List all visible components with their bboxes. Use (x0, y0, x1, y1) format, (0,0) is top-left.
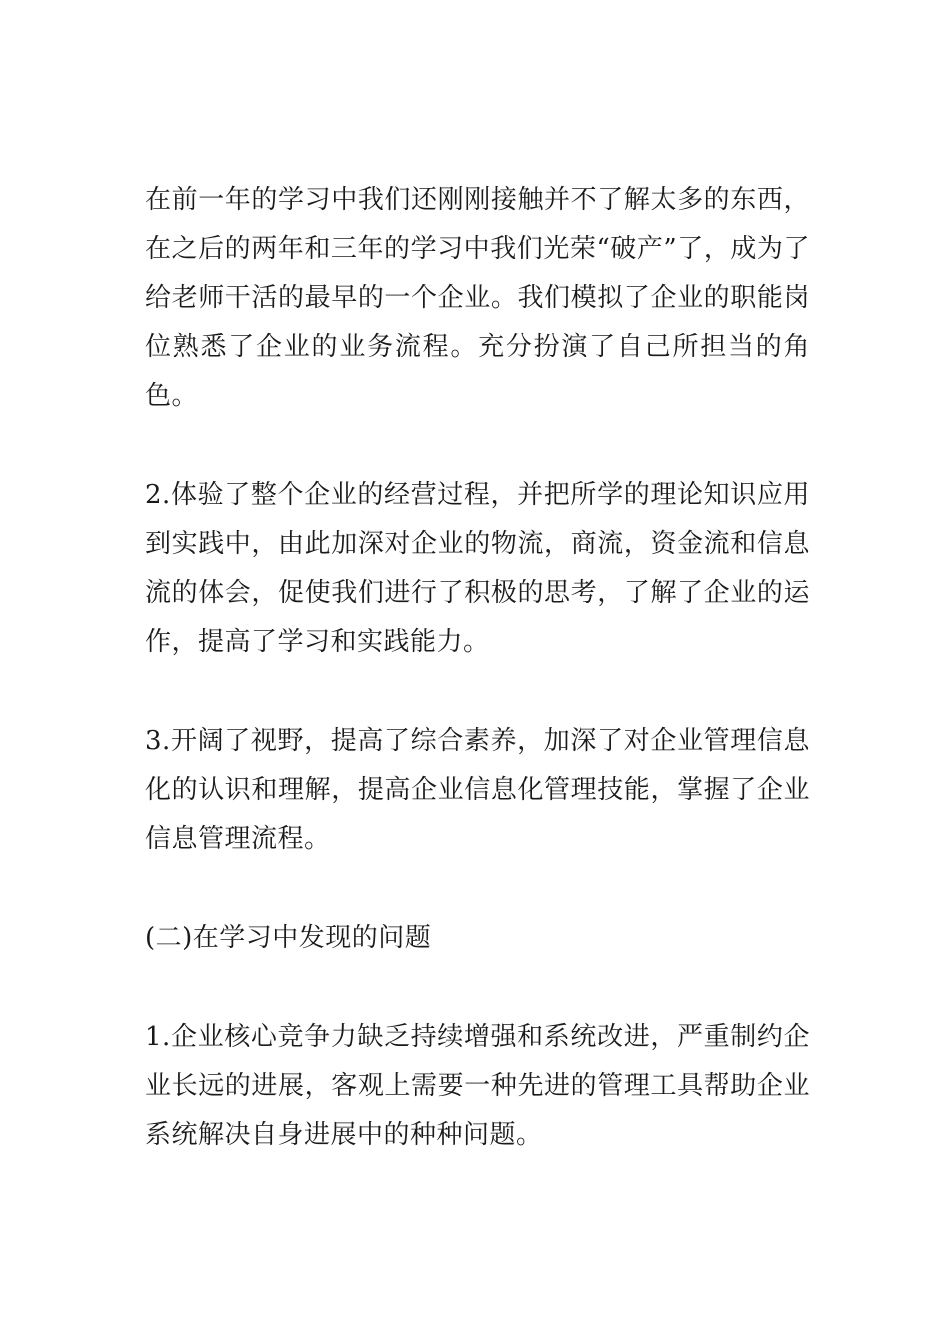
document-body (145, 176, 810, 1210)
paragraph-point-2: 2.体验了整个企业的经营过程，并把所学的理论知识应用到实践中，由此加深对企业的物流，商流，资金流和信息流的体会，促使我们进行了积极的思考，了解了企业的运作，提高了学习和实践能力。 (145, 480, 810, 657)
section-heading-problems: (二)在学习中发现的问题 (145, 923, 432, 953)
paragraph-problem-1: 1.企业核心竞争力缺乏持续增强和系统改进，严重制约企业长远的进展，客观上需要一种先进的管理工具帮助企业系统解决自身进展中的种种问题。 (145, 1022, 810, 1150)
paragraph-intro: 在前一年的学习中我们还刚刚接触并不了解太多的东西，在之后的两年和三年的学习中我们光荣“破产”了，成为了给老师干活的最早的一个企业。我们模拟了企业的职能岗位熟悉了企业的业务流程。充分扮演了自己所担当的角色。 (145, 185, 810, 411)
paragraph-point-3: 3.开阔了视野，提高了综合素养，加深了对企业管理信息化的认识和理解，提高企业信息化管理技能，掌握了企业信息管理流程。 (145, 726, 810, 854)
